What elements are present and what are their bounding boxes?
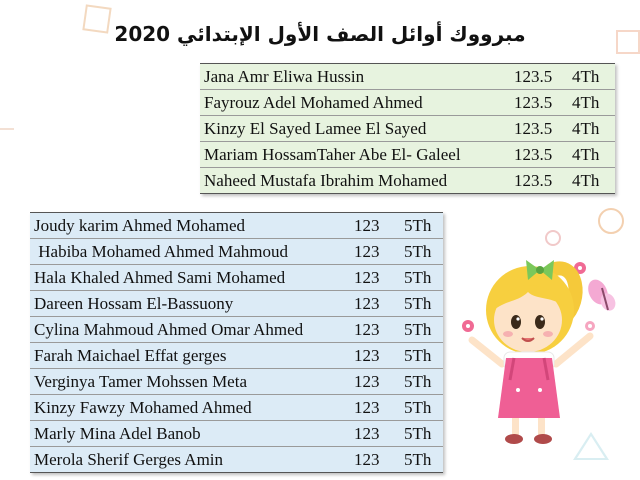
student-name: Habiba Mohamed Ahmed Mahmoud [30, 239, 350, 265]
top-students-table [200, 63, 615, 194]
student-score: 123 [350, 239, 400, 265]
table-row [30, 291, 443, 317]
table-row [30, 343, 443, 369]
table-row [30, 369, 443, 395]
student-rank: 5Th [400, 291, 443, 317]
student-rank: 5Th [400, 265, 443, 291]
student-score: 123 [350, 421, 400, 447]
student-score: 123.5 [510, 142, 568, 168]
student-score: 123.5 [510, 168, 568, 194]
student-score: 123 [350, 447, 400, 473]
table-row [30, 213, 443, 239]
student-name: Kinzy El Sayed Lamee El Sayed [200, 116, 510, 142]
student-rank: 5Th [400, 239, 443, 265]
student-rank: 4Th [568, 168, 615, 194]
student-rank: 5Th [400, 369, 443, 395]
table-row [30, 239, 443, 265]
student-name: Hala Khaled Ahmed Sami Mohamed [30, 265, 350, 291]
student-name: Cylina Mahmoud Ahmed Omar Ahmed [30, 317, 350, 343]
student-score: 123 [350, 343, 400, 369]
student-score: 123.5 [510, 64, 568, 90]
student-rank: 4Th [568, 142, 615, 168]
student-name: Farah Maichael Effat gerges [30, 343, 350, 369]
student-name: Joudy karim Ahmed Mohamed [30, 213, 350, 239]
student-score: 123 [350, 213, 400, 239]
student-name: Fayrouz Adel Mohamed Ahmed [200, 90, 510, 116]
decorative-circle [598, 208, 624, 234]
student-name: Naheed Mustafa Ibrahim Mohamed [200, 168, 510, 194]
student-rank: 5Th [400, 317, 443, 343]
student-rank: 5Th [400, 421, 443, 447]
table-row [200, 168, 615, 194]
cartoon-girl-illustration [452, 240, 622, 450]
student-name: Mariam HossamTaher Abe El- Galeel [200, 142, 510, 168]
student-score: 123.5 [510, 90, 568, 116]
student-name: Merola Sherif Gerges Amin [30, 447, 350, 473]
student-score: 123 [350, 265, 400, 291]
table-row [200, 64, 615, 90]
table-row [30, 317, 443, 343]
student-name: Verginya Tamer Mohssen Meta [30, 369, 350, 395]
student-rank: 4Th [568, 64, 615, 90]
flower-icon [462, 320, 474, 332]
table-row [200, 90, 615, 116]
student-score: 123 [350, 395, 400, 421]
student-name: Kinzy Fawzy Mohamed Ahmed [30, 395, 350, 421]
student-name: Jana Amr Eliwa Hussin [200, 64, 510, 90]
student-rank: 4Th [568, 116, 615, 142]
page-title: مبرووك أوائل الصف الأول الإبتدائي 2020 [114, 22, 526, 46]
decorative-line [0, 128, 14, 130]
student-rank: 5Th [400, 213, 443, 239]
fifth-rank-students-table [30, 212, 443, 473]
student-score: 123 [350, 291, 400, 317]
table-row [200, 116, 615, 142]
student-name: Dareen Hossam El-Bassuony [30, 291, 350, 317]
table-row [200, 142, 615, 168]
table-row [30, 265, 443, 291]
student-score: 123.5 [510, 116, 568, 142]
student-score: 123 [350, 317, 400, 343]
butterfly-icon [584, 276, 618, 313]
student-rank: 5Th [400, 395, 443, 421]
student-rank: 5Th [400, 447, 443, 473]
table-row [30, 421, 443, 447]
student-rank: 5Th [400, 343, 443, 369]
student-rank: 4Th [568, 90, 615, 116]
flower-icon [585, 321, 595, 331]
student-name: Marly Mina Adel Banob [30, 421, 350, 447]
table-row [30, 395, 443, 421]
table-row [30, 447, 443, 473]
student-score: 123 [350, 369, 400, 395]
